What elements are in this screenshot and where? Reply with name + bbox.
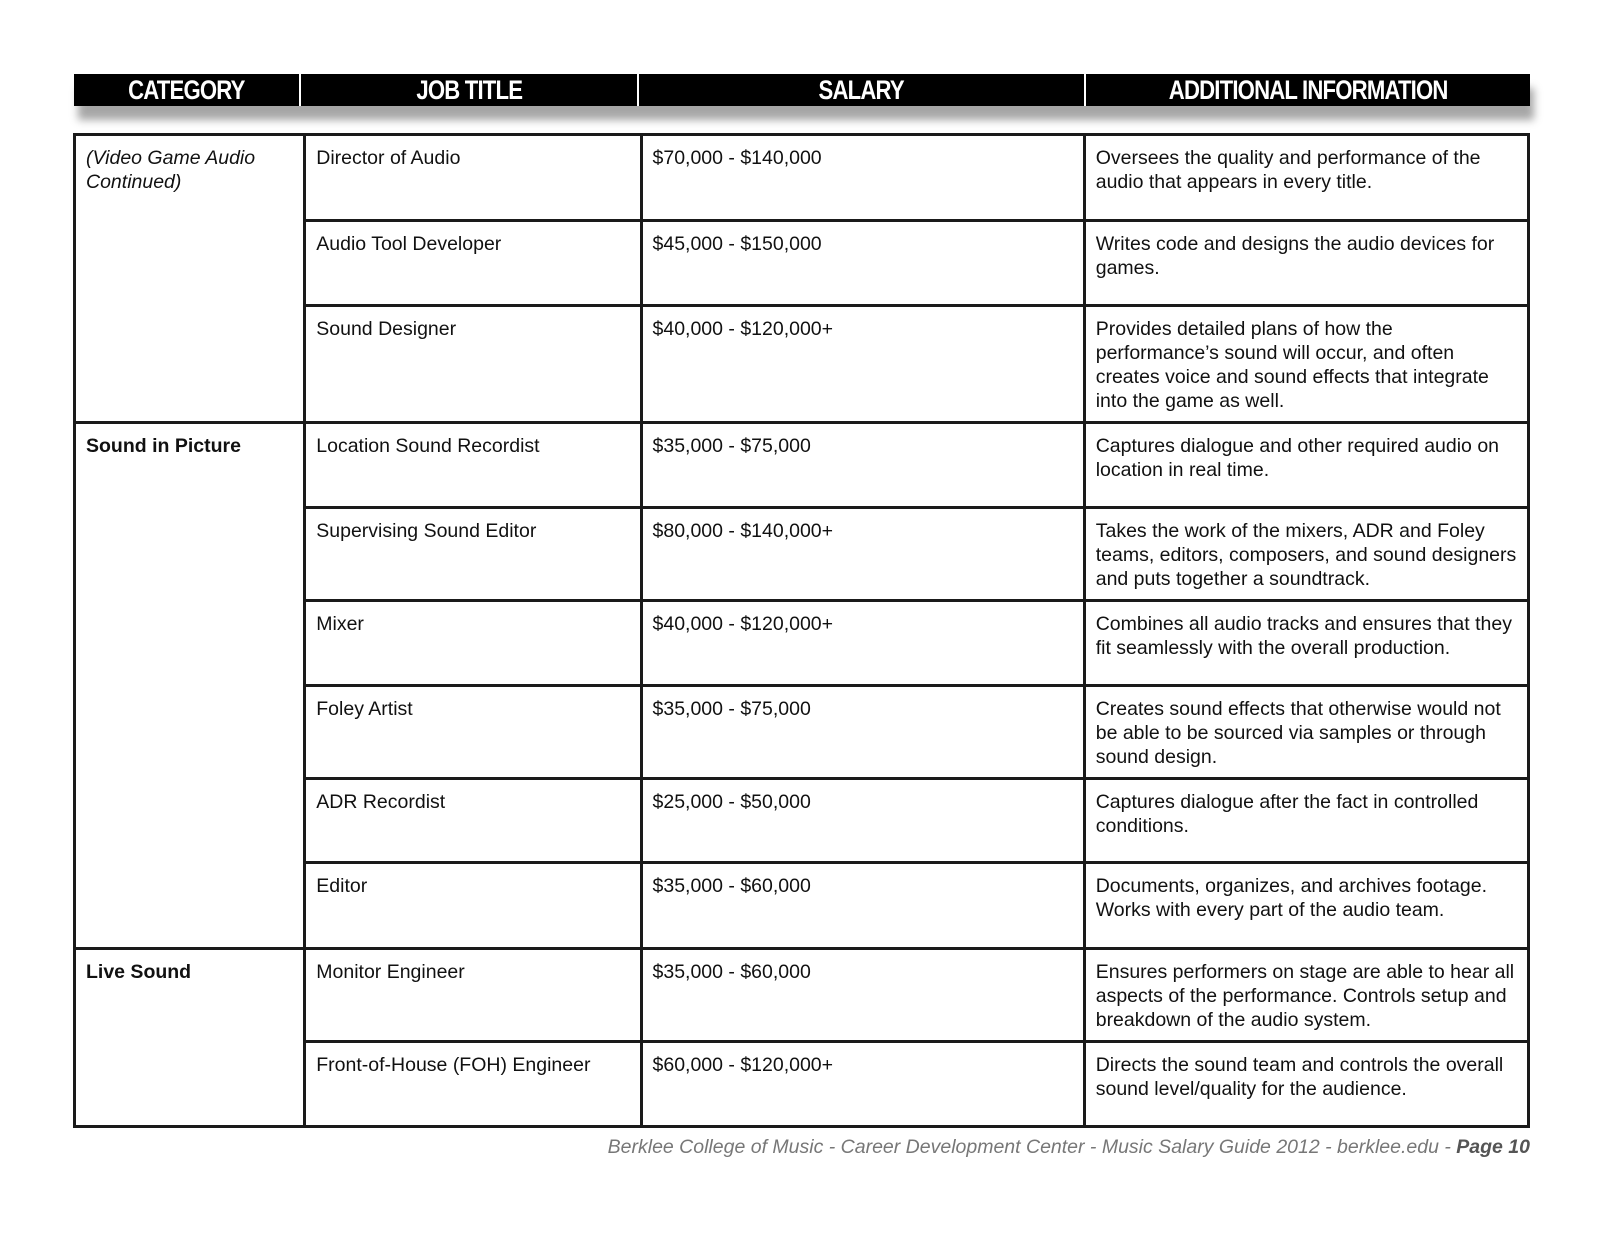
- salary-cell: $35,000 - $75,000: [641, 686, 1084, 779]
- job-title-cell: Sound Designer: [305, 306, 641, 423]
- header-salary: SALARY: [818, 74, 905, 105]
- category-cell: [75, 135, 305, 423]
- info-cell: Directs the sound team and controls the overall sound level/quality for the audience.: [1084, 1042, 1528, 1127]
- salary-cell: $35,000 - $60,000: [641, 863, 1084, 949]
- info-cell: Creates sound effects that otherwise would not be able to be sourced via samples or through sound design.: [1084, 686, 1528, 779]
- salary-cell: $45,000 - $150,000: [641, 221, 1084, 306]
- info-cell: Captures dialogue after the fact in controlled conditions.: [1084, 779, 1528, 863]
- salary-cell: $60,000 - $120,000+: [641, 1042, 1084, 1127]
- category-label: Sound in Picture: [86, 435, 241, 457]
- salary-cell: $40,000 - $120,000+: [641, 306, 1084, 423]
- header-job-title: JOB TITLE: [416, 74, 522, 105]
- job-title-cell: Monitor Engineer: [305, 949, 641, 1042]
- info-cell: Oversees the quality and performance of the audio that appears in every title.: [1084, 135, 1528, 221]
- info-cell: Takes the work of the mixers, ADR and Foley teams, editors, composers, and sound designers and puts together a soundtrack.: [1084, 508, 1528, 601]
- info-cell: Documents, organizes, and archives footage. Works with every part of the audio team.: [1084, 863, 1528, 949]
- info-cell: Provides detailed plans of how the performance’s sound will occur, and often creates voice and sound effects that integrate into the game as well.: [1084, 306, 1528, 423]
- salary-cell: $35,000 - $60,000: [641, 949, 1084, 1042]
- job-title-cell: Foley Artist: [305, 686, 641, 779]
- salary-cell: $80,000 - $140,000+: [641, 508, 1084, 601]
- category-cell: [75, 949, 305, 1127]
- job-title-cell: Audio Tool Developer: [305, 221, 641, 306]
- job-title-cell: Supervising Sound Editor: [305, 508, 641, 601]
- job-title-cell: ADR Recordist: [305, 779, 641, 863]
- category-label: (Video Game Audio Continued): [86, 147, 256, 193]
- page-footer: [608, 1136, 1530, 1159]
- footer-text: Berklee College of Music - Career Development Center - Music Salary Guide 2012 - berklee.edu -: [607, 1136, 1457, 1158]
- salary-cell: $40,000 - $120,000+: [641, 601, 1084, 686]
- header-divider: [637, 74, 639, 106]
- salary-cell: $70,000 - $140,000: [641, 135, 1084, 221]
- page-number: Page 10: [1456, 1136, 1530, 1158]
- job-title-cell: Director of Audio: [305, 135, 641, 221]
- job-title-cell: Mixer: [305, 601, 641, 686]
- category-cell: [75, 423, 305, 949]
- table-row: [75, 423, 1529, 508]
- job-title-cell: Editor: [305, 863, 641, 949]
- job-title-cell: Location Sound Recordist: [305, 423, 641, 508]
- header-additional-info: ADDITIONAL INFORMATION: [1168, 74, 1448, 105]
- header-divider: [1084, 74, 1086, 106]
- info-cell: Ensures performers on stage are able to hear all aspects of the performance. Controls setup and breakdown of the audio system.: [1084, 949, 1528, 1042]
- salary-cell: $25,000 - $50,000: [641, 779, 1084, 863]
- info-cell: Writes code and designs the audio devices for games.: [1084, 221, 1528, 306]
- info-cell: Combines all audio tracks and ensures that they fit seamlessly with the overall production.: [1084, 601, 1528, 686]
- table-row: [75, 949, 1529, 1042]
- header-category: CATEGORY: [128, 74, 245, 105]
- header-divider: [299, 74, 301, 106]
- category-label: Live Sound: [86, 961, 192, 983]
- job-title-cell: Front-of-House (FOH) Engineer: [305, 1042, 641, 1127]
- info-cell: Captures dialogue and other required audio on location in real time.: [1084, 423, 1528, 508]
- table-row: [75, 135, 1529, 221]
- salary-table: [73, 133, 1530, 1128]
- table-header: [74, 74, 1530, 106]
- salary-cell: $35,000 - $75,000: [641, 423, 1084, 508]
